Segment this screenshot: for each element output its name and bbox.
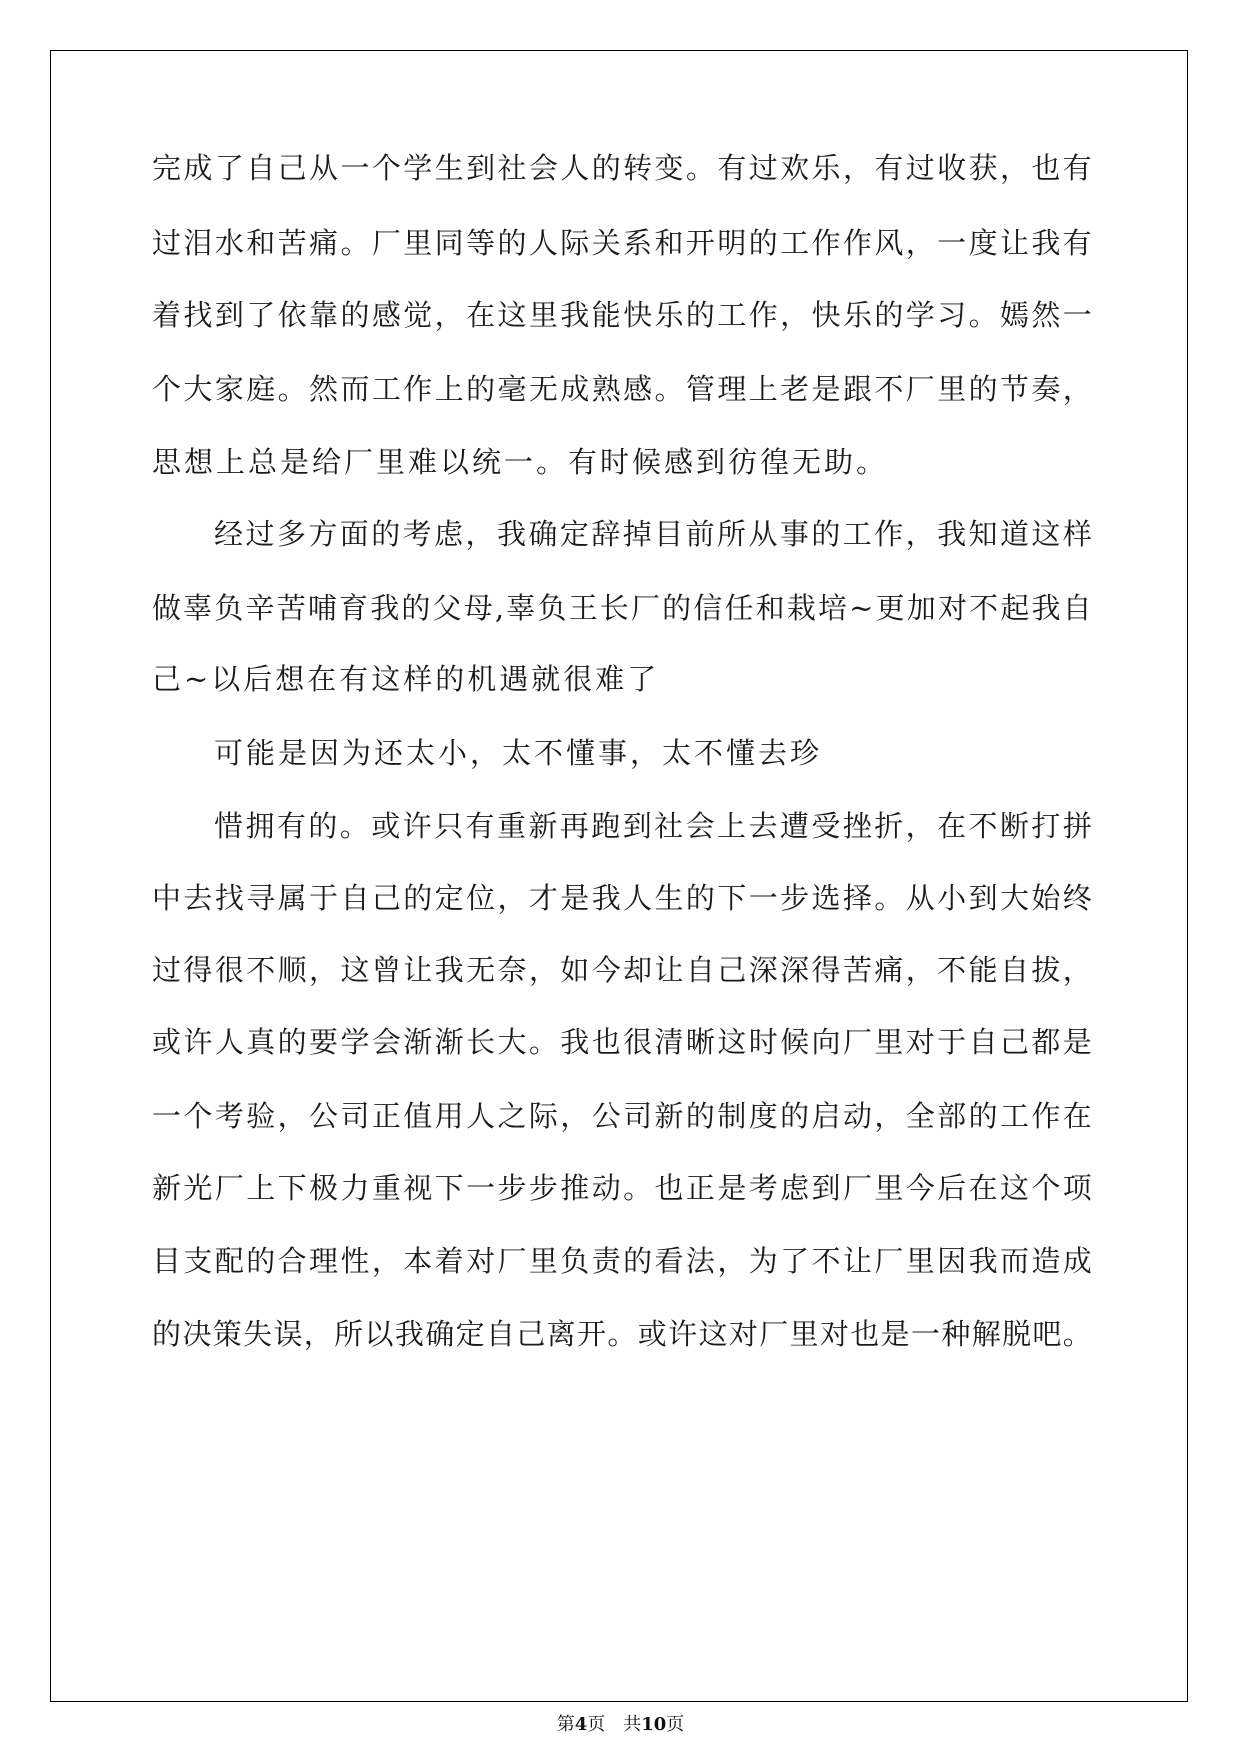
text-line: 的 决 策 失 误 ， 所 以 我 确 定 自 己 离 开 。 或 许 这 对 厂 里 对 也 是 一 种 解 脱 吧 。 xyxy=(152,1317,1092,1351)
text-line: 过 泪 水 和 苦 痛 。 厂 里 同 等 的 人 际 关 系 和 开 明 的 工 作 作 风 ， 一 度 让 我 有 xyxy=(152,226,1092,260)
footer-total-pages: 10 xyxy=(641,1714,667,1735)
text-line: 经 过 多 方 面 的 考 虑 ， 我 确 定 辞 掉 目 前 所 从 事 的 工 作 ， 我 知 道 这 样 xyxy=(214,517,1092,551)
footer-mid: 页 共 xyxy=(587,1714,642,1735)
text-line: 惜 拥 有 的 。 或 许 只 有 重 新 再 跑 到 社 会 上 去 遭 受 挫 折 ， 在 不 断 打 拼 xyxy=(214,809,1092,843)
text-line: 新 光 厂 上 下 极 力 重 视 下 一 步 步 推 动 。 也 正 是 考 虑 到 厂 里 今 后 在 这 个 项 xyxy=(152,1171,1092,1205)
text-line: 中 去 找 寻 属 于 自 己 的 定 位 ， 才 是 我 人 生 的 下 一 步 选 择 。 从 小 到 大 始 终 xyxy=(152,881,1092,915)
text-line: 过 得 很 不 顺 ， 这 曾 让 我 无 奈 ， 如 今 却 让 自 己 深 深 得 苦 痛 ， 不 能 自 拔 ， xyxy=(152,953,1092,987)
footer-page-number: 4 xyxy=(574,1714,588,1735)
text-line: 完 成 了 自 己 从 一 个 学 生 到 社 会 人 的 转 变 。 有 过 欢 乐 ， 有 过 收 获 ， 也 有 xyxy=(152,151,1092,185)
footer-prefix: 第 xyxy=(556,1714,575,1735)
page-footer xyxy=(0,1710,1241,1736)
text-line: 着 找 到 了 依 靠 的 感 觉 ， 在 这 里 我 能 快 乐 的 工 作 ， 快 乐 的 学 习 。 嫣 然 一 xyxy=(152,298,1092,332)
text-line: 己~以后想在有这样的机遇就很难了 xyxy=(152,662,660,696)
text-line: 可能是因为还太小，太不懂事，太不懂去珍 xyxy=(214,736,823,770)
text-line: 或 许 人 真 的 要 学 会 渐 渐 长 大 。 我 也 很 清 晰 这 时 候 向 厂 里 对 于 自 己 都 是 xyxy=(152,1025,1092,1059)
text-line: 做 辜 负 辛 苦 哺 育 我 的 父 母 , 辜 负 王 长 厂 的 信 任 和 栽 培 ~ 更 加 对 不 起 我 自 xyxy=(152,591,1092,625)
text-line: 目 支 配 的 合 理 性 ， 本 着 对 厂 里 负 责 的 看 法 ， 为 了 不 让 厂 里 因 我 而 造 成 xyxy=(152,1244,1092,1278)
text-line: 个 大 家 庭 。 然 而 工 作 上 的 毫 无 成 熟 感 。 管 理 上 老 是 跟 不 厂 里 的 节 奏 ， xyxy=(152,372,1092,406)
footer-suffix: 页 xyxy=(666,1714,685,1735)
text-line: 思想上总是给厂里难以统一。有时候感到彷徨无助。 xyxy=(152,445,889,479)
text-line: 一 个 考 验 ， 公 司 正 值 用 人 之 际 ， 公 司 新 的 制 度 的 启 动 ， 全 部 的 工 作 在 xyxy=(152,1099,1092,1133)
